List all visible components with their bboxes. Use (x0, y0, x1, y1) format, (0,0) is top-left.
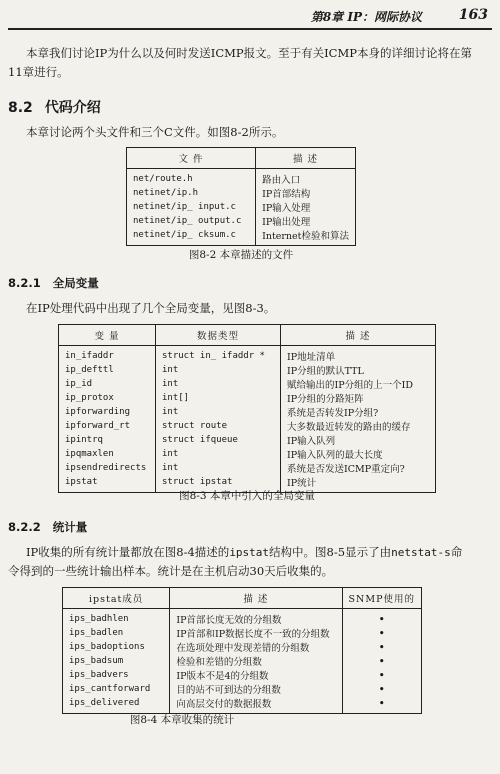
table-cell: net/route.h (133, 174, 193, 184)
section-8-2-1-text: 在IP处理代码中出现了几个全局变量，见图8-3。 (26, 301, 276, 315)
table-cell: IP输出处理 (256, 214, 356, 228)
table-cell: ips_badlen (69, 628, 124, 638)
column-header: 数据类型 (156, 325, 281, 346)
section-heading-8-2-1 (8, 275, 99, 291)
table-cell: ipforwarding (65, 407, 131, 417)
table-cell: struct ifqueue (156, 433, 281, 447)
table-row (127, 228, 356, 246)
column-header: 文 件 (127, 148, 256, 169)
figure-8-3-caption: 图8-3 本章中引入的全局变量 (179, 490, 315, 502)
table-cell: IP首部结构 (256, 186, 356, 200)
column-header: 描 述 (281, 325, 436, 346)
table-row (63, 682, 422, 696)
column-header: SNMP使用的 (342, 588, 421, 609)
table-cell: struct ipstat (156, 475, 281, 493)
section-8-2-text: 本章讨论两个头文件和三个C文件。如图8-2所示。 (26, 125, 284, 139)
table-cell: struct route (156, 419, 281, 433)
table-cell: netinet/ip_ cksum.c (133, 230, 236, 240)
paragraph-line-2: 令得到的一些统计输出样本。统计是在主机启动30天后收集的。 (8, 564, 334, 578)
table-cell: ipsendredirects (65, 463, 147, 473)
table-cell: int (156, 405, 281, 419)
table-row (59, 391, 436, 405)
table-row (127, 169, 356, 187)
table-cell: IP分组的默认TTL (281, 363, 436, 377)
table-cell: struct in_ ifaddr * (156, 346, 281, 364)
snmp-bullet: • (342, 654, 421, 668)
table-cell: 赋给输出的IP分组的上一个ID (281, 377, 436, 391)
column-header: 描 述 (170, 588, 342, 609)
figure-8-4-table (62, 587, 422, 714)
table-row (63, 668, 422, 682)
table-cell: ips_badhlen (69, 614, 129, 624)
section-title: 代码介绍 (44, 100, 101, 116)
section-title: 统计量 (52, 520, 88, 534)
table-row (59, 419, 436, 433)
table-cell: int (156, 377, 281, 391)
intro-line-2: 11章进行。 (8, 65, 69, 79)
snmp-bullet: • (342, 668, 421, 682)
table-row (63, 640, 422, 654)
table-row (127, 186, 356, 200)
table-cell: 在选项处理中发现差错的分组数 (170, 640, 342, 654)
snmp-bullet: • (342, 609, 421, 627)
table-row (59, 405, 436, 419)
snmp-bullet: • (342, 696, 421, 714)
intro-line-1: 本章我们讨论IP为什么以及何时发送ICMP报文。至于有关ICMP本身的详细讨论将在第 (26, 46, 472, 60)
table-row (59, 461, 436, 475)
table-cell: IP输入队列的最大长度 (281, 447, 436, 461)
code-netstat: netstat-s (391, 546, 451, 559)
table-header-row (59, 325, 436, 346)
table-cell: 系统是否转发IP分组? (281, 405, 436, 419)
section-number: 8.2.1 (8, 276, 41, 290)
table-row (59, 377, 436, 391)
column-header: ipstat成员 (63, 588, 170, 609)
table-cell: ipstat (65, 477, 98, 487)
table-cell: ipforward_rt (65, 421, 131, 431)
column-header: 描 述 (256, 148, 356, 169)
table-row (63, 654, 422, 668)
table-cell: netinet/ip.h (133, 188, 199, 198)
page-number: 163 (458, 7, 488, 23)
table-row (59, 433, 436, 447)
table-cell: IP地址清单 (281, 346, 436, 364)
figure-8-2-caption: 图8-2 本章描述的文件 (188, 249, 294, 261)
text-run: 结构中。图8-5显示了由 (269, 545, 392, 559)
snmp-bullet: • (342, 626, 421, 640)
section-title: 全局变量 (52, 276, 99, 290)
table-header-row (63, 588, 422, 609)
table-cell: netinet/ip_ input.c (133, 202, 236, 212)
figure-8-3-table (58, 324, 436, 493)
snmp-bullet: • (342, 682, 421, 696)
table-cell: IP首部和IP数据长度不一致的分组数 (170, 626, 342, 640)
running-header (8, 6, 492, 30)
section-8-2-2-text (8, 543, 496, 581)
table-cell: 路由入口 (256, 169, 356, 187)
table-cell: 大多数最近转发的路由的缓存 (281, 419, 436, 433)
table-cell: IP输入队列 (281, 433, 436, 447)
section-heading-8-2-2 (8, 519, 87, 535)
table-row (127, 214, 356, 228)
table-cell: IP分组的分路矩阵 (281, 391, 436, 405)
table-cell: ip_id (65, 379, 93, 389)
table-cell: ips_delivered (69, 698, 140, 708)
table-cell: ip_defttl (65, 365, 114, 375)
table-cell: int (156, 461, 281, 475)
table-cell: int (156, 447, 281, 461)
table-cell: 系统是否发送ICMP重定向? (281, 461, 436, 475)
table-cell: ips_badvers (69, 670, 129, 680)
section-number: 8.2.2 (8, 520, 41, 534)
table-cell: ip_protox (65, 393, 114, 403)
text-run: IP收集的所有统计量都放在图8-4描述的 (26, 545, 230, 559)
section-number: 8.2 (8, 100, 33, 116)
table-cell: IP输入处理 (256, 200, 356, 214)
table-cell: IP统计 (281, 475, 436, 493)
table-cell: ips_cantforward (69, 684, 151, 694)
table-row (59, 447, 436, 461)
table-cell: IP版本不是4的分组数 (170, 668, 342, 682)
column-header: 变 量 (59, 325, 156, 346)
figure-8-4-caption: 图8-4 本章收集的统计 (129, 714, 235, 726)
paragraph-line-1 (26, 543, 496, 562)
table-cell: Internet检验和算法 (256, 228, 356, 246)
text-run: 命 (450, 545, 463, 559)
table-cell: 检验和差错的分组数 (170, 654, 342, 668)
table-cell: netinet/ip_ output.c (133, 216, 242, 226)
table-header-row (127, 148, 356, 169)
table-row (63, 696, 422, 714)
figure-8-2-table (126, 147, 356, 246)
table-row (127, 200, 356, 214)
table-cell: int[] (156, 391, 281, 405)
chapter-title: 第8章 IP：网际协议 (310, 10, 422, 24)
table-cell: ipqmaxlen (65, 449, 114, 459)
table-cell: IP首部长度无效的分组数 (170, 609, 342, 627)
table-row (59, 363, 436, 377)
table-cell: ips_badsum (69, 656, 124, 666)
table-cell: ips_badoptions (69, 642, 145, 652)
table-cell: ipintrq (65, 435, 103, 445)
table-cell: in_ifaddr (65, 351, 114, 361)
snmp-bullet: • (342, 640, 421, 654)
table-cell: 向高层交付的数据报数 (170, 696, 342, 714)
table-cell: 目的站不可到达的分组数 (170, 682, 342, 696)
section-heading-8-2 (8, 97, 101, 117)
code-ipstat: ipstat (229, 546, 270, 559)
table-cell: int (156, 363, 281, 377)
intro-paragraph (8, 44, 486, 82)
table-row (59, 346, 436, 364)
table-row (63, 609, 422, 627)
table-row (63, 626, 422, 640)
